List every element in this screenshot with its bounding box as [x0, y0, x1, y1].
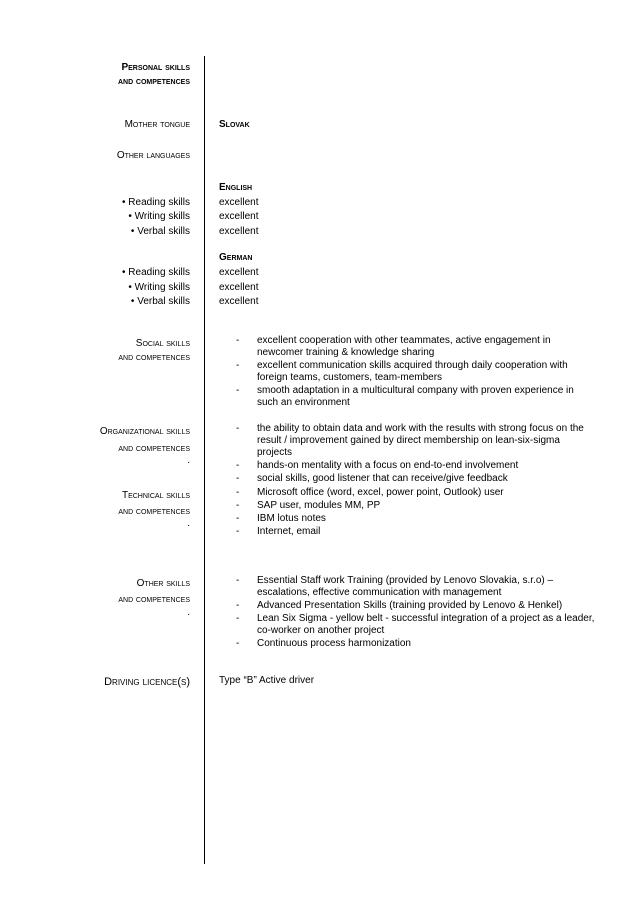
language-name: German: [219, 252, 253, 263]
technical-skills-list: [236, 487, 596, 539]
list-item: - Advanced Presentation Skills (training provided by Lenovo & Henkel): [236, 600, 563, 611]
technical-skills-label2: and competences: [118, 506, 190, 517]
skill-value: excellent: [219, 282, 259, 293]
organizational-skills-list: [236, 423, 596, 486]
column-divider: [204, 56, 205, 864]
list-item: - hands-on mentality with a focus on end-to-end involvement: [236, 460, 519, 471]
skill-label: • Reading skills: [122, 267, 190, 278]
list-item: - the ability to obtain data and work with the results with strong focus on the result / improvement gained by direct membership on lean-six-sigma projects: [236, 423, 584, 458]
list-item: - Essential Staff work Training (provided by Lenovo Slovakia, s.r.o) – escalations, effective communication with management: [236, 575, 554, 598]
section-title-line1: Personal skills: [121, 62, 190, 73]
separator-dot: .: [187, 455, 190, 466]
skill-label: • Verbal skills: [130, 226, 190, 237]
mother-tongue-label: Mother tongue: [124, 119, 190, 130]
skill-label: • Verbal skills: [130, 296, 190, 307]
separator-dot: .: [187, 607, 190, 618]
other-skills-label: Other skills: [136, 578, 190, 589]
other-languages-label: Other languages: [116, 150, 190, 161]
social-skills-list: [236, 335, 596, 410]
skill-value: excellent: [219, 211, 259, 222]
skill-value: excellent: [219, 226, 259, 237]
list-item: - social skills, good listener that can receive/give feedback: [236, 473, 508, 484]
list-item: - excellent cooperation with other teammates, active engagement in newcomer training & knowledge sharing: [236, 335, 551, 358]
social-skills-label2: and competences: [118, 352, 190, 363]
section-title-line2: and competences: [117, 76, 190, 87]
skill-value: excellent: [219, 267, 259, 278]
driving-licence-label: Driving licence(s): [104, 676, 190, 688]
other-skills-list: [236, 575, 596, 651]
skill-label: • Writing skills: [128, 282, 190, 293]
other-skills-label2: and competences: [118, 594, 190, 605]
skill-value: excellent: [219, 197, 259, 208]
organizational-skills-label: Organizational skills: [99, 426, 190, 437]
separator-dot: .: [187, 518, 190, 529]
mother-tongue-value: Slovak: [219, 119, 250, 130]
list-item: - Microsoft office (word, excel, power point, Outlook) user: [236, 487, 504, 498]
list-item: - Lean Six Sigma - yellow belt - successful integration of a project as a leader, co-worker on another project: [236, 613, 595, 636]
list-item: - Internet, email: [236, 526, 321, 537]
driving-licence-value: Type “B” Active driver: [219, 675, 315, 686]
technical-skills-label: Technical skills: [121, 490, 190, 501]
skill-label: • Reading skills: [122, 197, 190, 208]
skill-value: excellent: [219, 296, 259, 307]
list-item: - IBM lotus notes: [236, 513, 326, 524]
organizational-skills-label2: and competences: [118, 443, 190, 454]
language-name: English: [219, 182, 253, 193]
list-item: - excellent communication skills acquired through daily cooperation with foreign teams, customers, team-members: [236, 360, 568, 383]
list-item: - smooth adaptation in a multicultural company with proven experience in such an environment: [236, 385, 574, 408]
list-item: - SAP user, modules MM, PP: [236, 500, 381, 511]
skill-label: • Writing skills: [128, 211, 190, 222]
list-item: - Continuous process harmonization: [236, 638, 411, 649]
social-skills-label: Social skills: [135, 338, 190, 349]
